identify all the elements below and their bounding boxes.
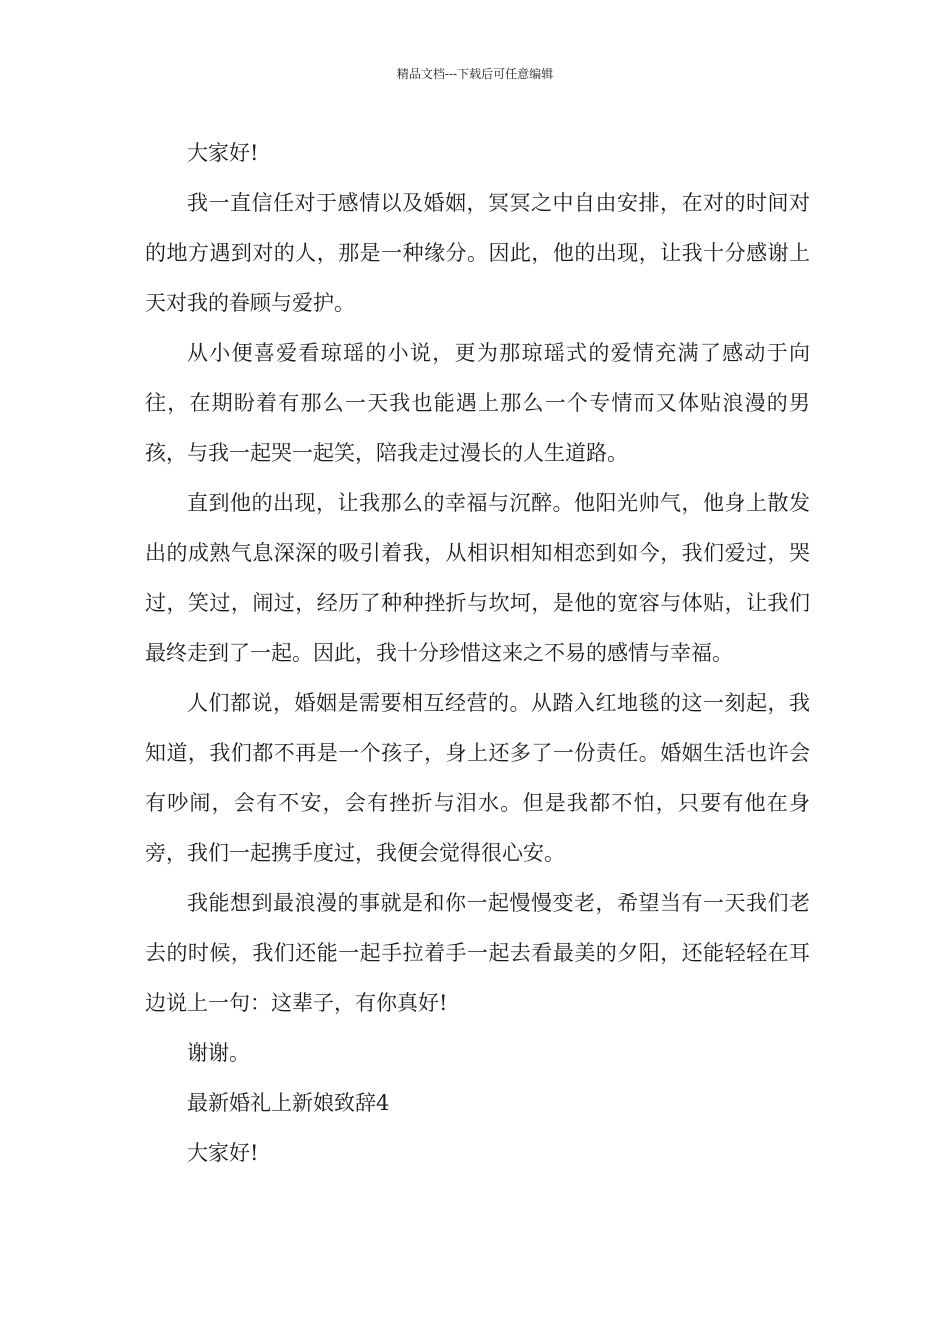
paragraph-1: 我一直信任对于感情以及婚姻，冥冥之中自由安排，在对的时间对的地方遇到对的人，那是一种缘分。因此，他的出现，让我十分感谢上天对我的眷顾与爱护。 — [145, 191, 810, 315]
paragraph-greeting: 大家好! — [187, 141, 259, 165]
page-header: 精品文档---下载后可任意编辑 — [396, 67, 554, 81]
paragraph-2: 从小便喜爱看琼瑶的小说，更为那琼瑶式的爱情充满了感动于向往，在期盼着有那么一天我也能遇上那么一个专情而又体贴浪漫的男孩，与我一起哭一起笑，陪我走过漫长的人生道路。 — [145, 341, 810, 465]
paragraph-greeting-2: 大家好! — [187, 1141, 259, 1165]
document-body — [145, 128, 810, 1178]
paragraph-5: 我能想到最浪漫的事就是和你一起慢慢变老，希望当有一天我们老去的时候，我们还能一起手拉着手一起去看最美的夕阳，还能轻轻在耳边说上一句：这辈子，有你真好! — [145, 891, 810, 1015]
section-title: 最新婚礼上新娘致辞4 — [187, 1091, 390, 1115]
paragraph-thanks: 谢谢。 — [187, 1041, 250, 1065]
paragraph-4: 人们都说，婚姻是需要相互经营的。从踏入红地毯的这一刻起，我知道，我们都不再是一个孩子，身上还多了一份责任。婚姻生活也许会有吵闹，会有不安，会有挫折与泪水。但是我都不怕，只要有他在身旁，我们一起携手度过，我便会觉得很心安。 — [145, 691, 810, 865]
paragraph-3: 直到他的出现，让我那么的幸福与沉醉。他阳光帅气，他身上散发出的成熟气息深深的吸引着我，从相识相知相恋到如今，我们爱过，哭过，笑过，闹过，经历了种种挫折与坎坷，是他的宽容与体贴，让我们最终走到了一起。因此，我十分珍惜这来之不易的感情与幸福。 — [145, 491, 810, 665]
